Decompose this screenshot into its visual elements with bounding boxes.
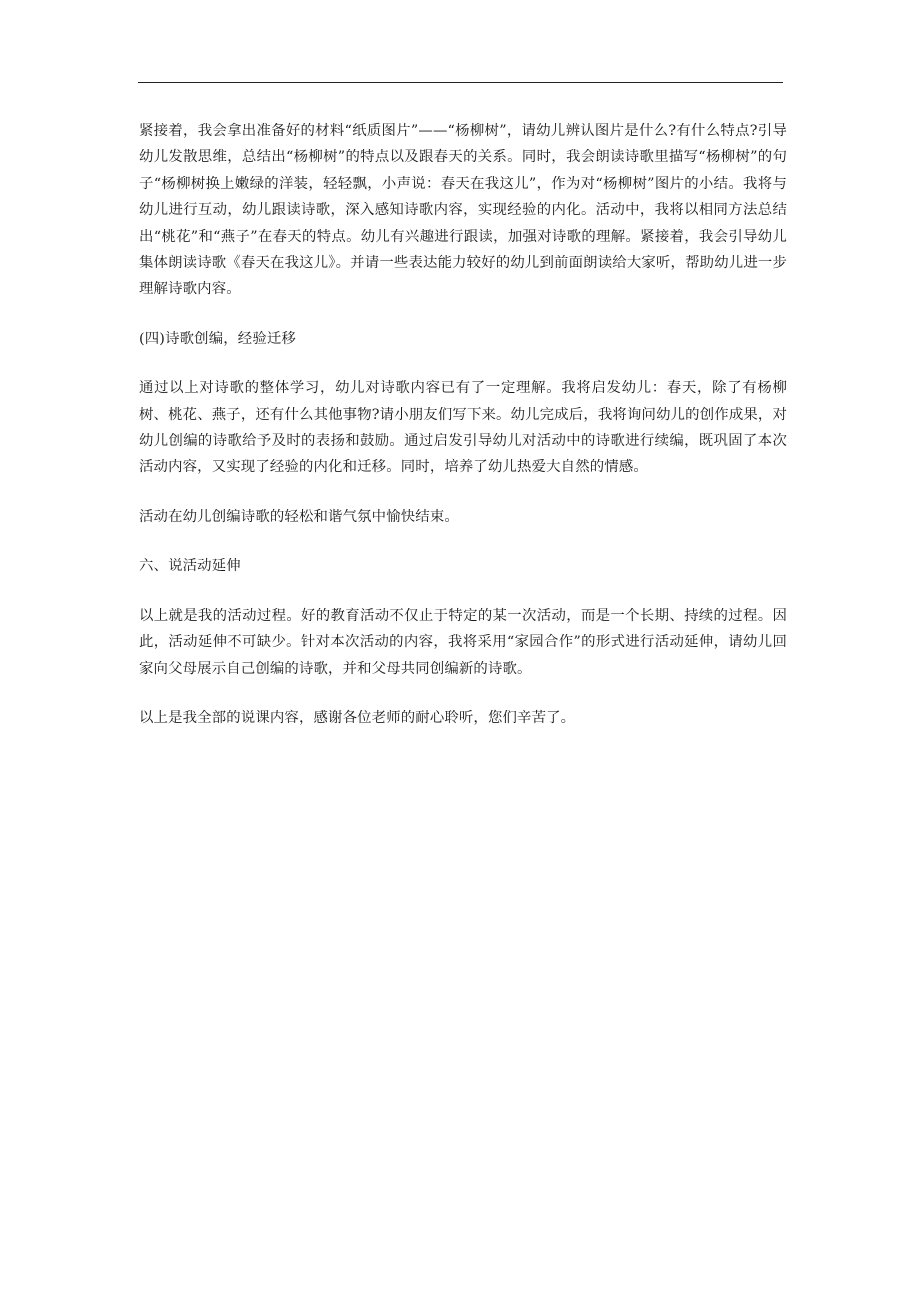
paragraph-poem-creation: 通过以上对诗歌的整体学习，幼儿对诗歌内容已有了一定理解。我将启发幼儿：春天，除了有杨柳树、桃花、燕子，还有什么其他事物?请小朋友们写下来。幼儿完成后，我将询问幼儿的创作成果，对幼儿创编的诗歌给予及时的表扬和鼓励。通过启发引导幼儿对活动中的诗歌进行续编，既巩固了本次活动内容，又实现了经验的内化和迁移。同时，培养了幼儿热爱大自然的情感。 — [139, 380, 787, 476]
paragraph-activity-process: 紧接着，我会拿出准备好的材料“纸质图片”——“杨柳树”，请幼儿辨认图片是什么?有什么特点?引导幼儿发散思维，总结出“杨柳树”的特点以及跟春天的关系。同时，我会朗读诗歌里描写“杨柳树”的句子“杨柳树换上嫩绿的洋装，轻轻飘，小声说：春天在我这儿”，作为对“杨柳树”图片的小结。我将与幼儿进行互动，幼儿跟读诗歌，深入感知诗歌内容，实现经验的内化。活动中，我将以相同方法总结出“桃花”和“燕子”在春天的特点。幼儿有兴趣进行跟读，加强对诗歌的理解。紧接着，我会引导幼儿集体朗读诗歌《春天在我这儿》。并请一些表达能力较好的幼儿到前面朗读给大家听，帮助幼儿进一步理解诗歌内容。 — [139, 123, 787, 298]
paragraph-activity-end: 活动在幼儿创编诗歌的轻松和谐气氛中愉快结束。 — [139, 508, 459, 525]
document-body — [139, 118, 787, 754]
paragraph-activity-extension: 以上就是我的活动过程。好的教育活动不仅止于特定的某一次活动，而是一个长期、持续的过程。因此，活动延伸不可缺少。针对本次活动的内容，我将采用“家园合作”的形式进行活动延伸，请幼儿回家向父母展示自己创编的诗歌，并和父母共同创编新的诗歌。 — [139, 607, 787, 677]
header-rule — [138, 82, 783, 83]
section-heading-poem-creation: (四)诗歌创编，经验迁移 — [139, 330, 296, 347]
paragraph-closing: 以上是我全部的说课内容，感谢各位老师的耐心聆听，您们辛苦了。 — [139, 709, 576, 726]
section-heading-activity-extension: 六、说活动延伸 — [139, 558, 241, 575]
